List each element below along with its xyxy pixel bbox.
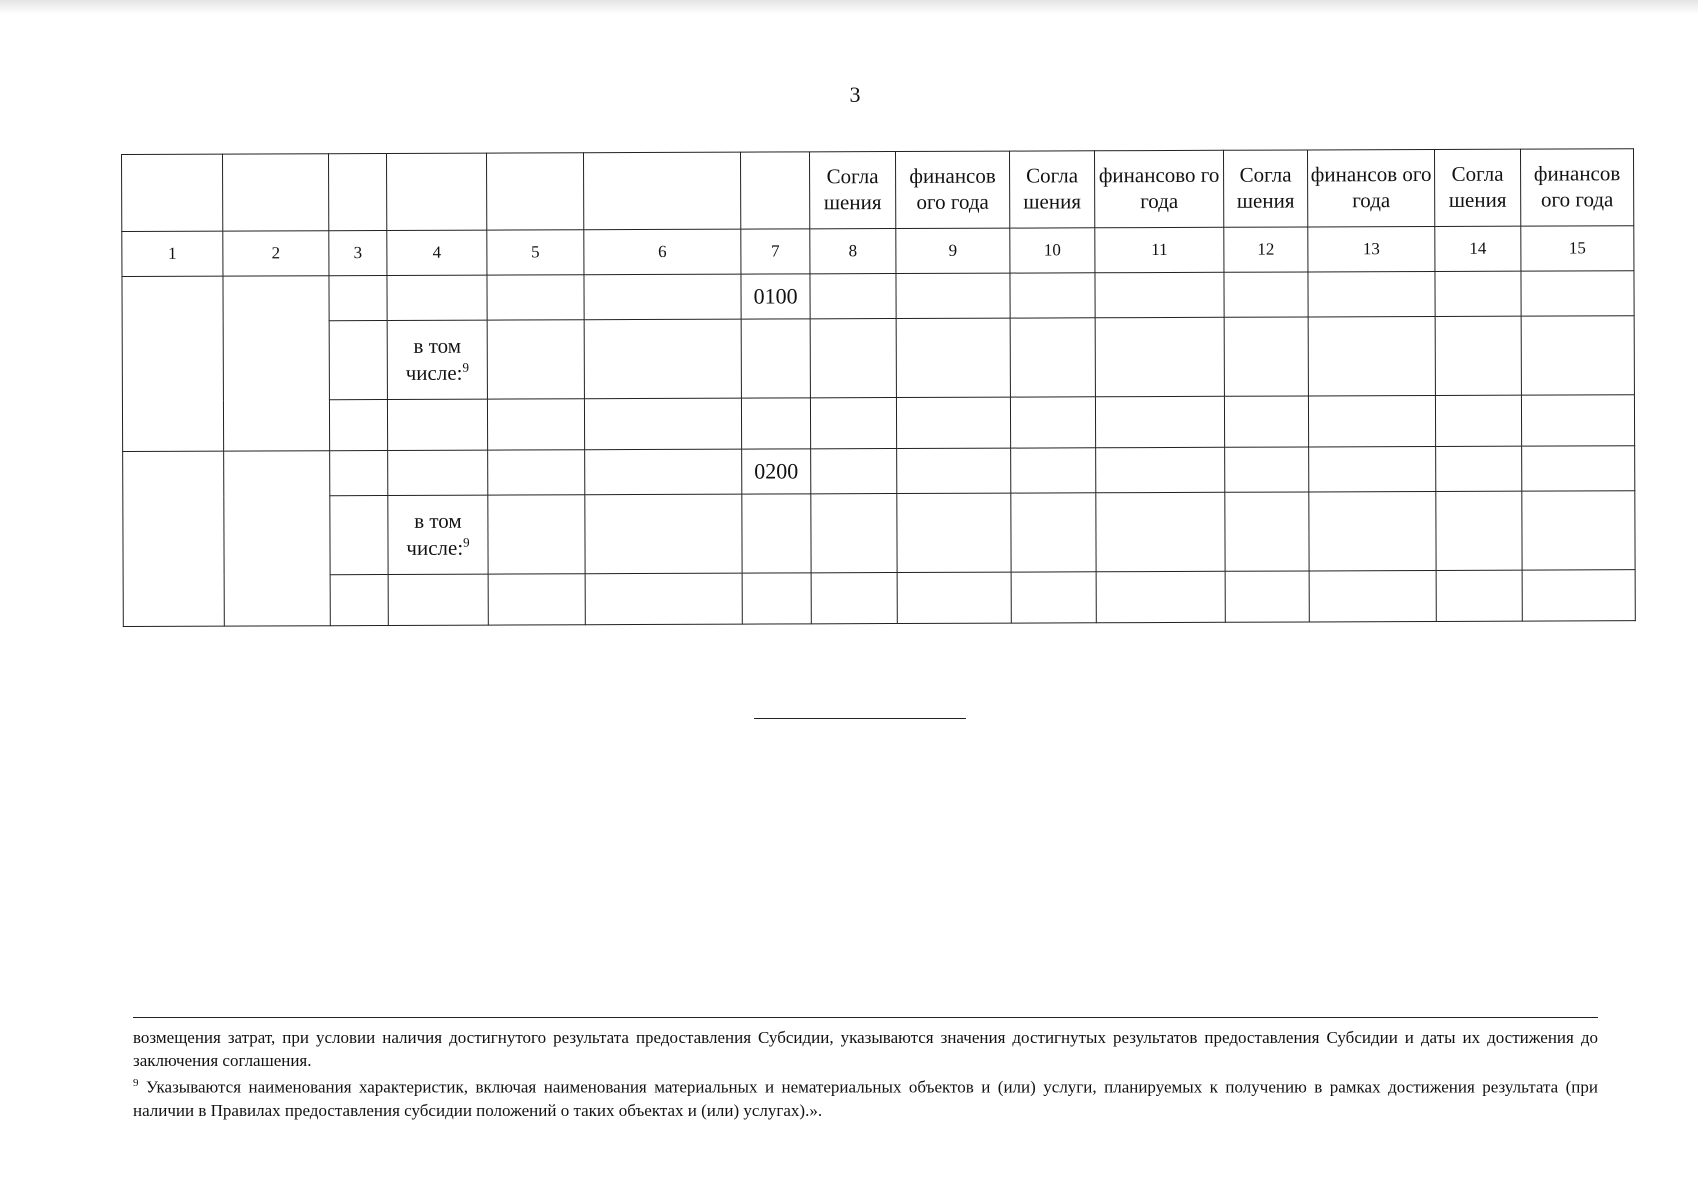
table-cell (330, 450, 388, 495)
table-cell (387, 275, 487, 320)
table-cell (896, 273, 1010, 318)
table-cell (1308, 316, 1435, 395)
including-label-cell (387, 320, 487, 399)
table-cell (329, 275, 387, 320)
table-cell (810, 274, 896, 319)
table-cell (329, 399, 387, 450)
header-cell (122, 154, 223, 231)
table-cell (896, 318, 1010, 397)
signature-line (754, 718, 966, 719)
table-row (122, 316, 1634, 401)
footnote-9-mark: 9 (133, 1077, 139, 1089)
column-number: 12 (1224, 227, 1308, 272)
footnote-ref: 9 (463, 534, 470, 550)
table-cell (1436, 491, 1522, 570)
including-label-cell (388, 495, 488, 574)
table-cell (1521, 395, 1634, 446)
header-cell: Согла шения (809, 152, 895, 229)
table-row (122, 395, 1634, 452)
table-row (123, 570, 1635, 627)
table-cell (810, 319, 896, 398)
including-label: в том числе: (406, 508, 464, 560)
header-cell (223, 154, 329, 231)
table-cell (487, 320, 584, 399)
including-label: в том числе: (405, 333, 463, 385)
table-row (123, 491, 1635, 576)
header-cell: финансов ого года (1520, 149, 1633, 226)
column-number-row (122, 226, 1634, 277)
column-number: 3 (329, 230, 387, 275)
table-cell (1309, 570, 1436, 621)
table-cell (810, 398, 896, 449)
table-cell (1309, 446, 1436, 491)
table-cell (223, 276, 330, 451)
table-cell (584, 319, 741, 399)
header-cell (329, 153, 387, 230)
footnote-continuation: возмещения затрат, при условии наличия достигнутого результата предоставления Субсидии, указываются значения достигнутых результатов предоставления Субсидии и даты их достижения до заключения соглашения. (133, 1028, 1598, 1070)
table-cell (487, 275, 584, 320)
table-cell (1522, 446, 1635, 491)
table-cell (811, 449, 897, 494)
table-cell (585, 449, 742, 495)
column-number: 15 (1521, 226, 1634, 271)
header-cell (386, 153, 486, 230)
table-cell (741, 319, 810, 398)
table-cell (1435, 316, 1521, 395)
column-number: 10 (1010, 228, 1095, 273)
table-cell (1521, 316, 1634, 395)
table-cell (488, 574, 585, 625)
table-cell (742, 494, 811, 573)
table-cell (488, 450, 585, 495)
table-cell (897, 493, 1011, 572)
table-cell (329, 320, 387, 399)
table-cell (585, 573, 742, 625)
table-cell (1308, 395, 1435, 446)
table-cell (1096, 447, 1225, 492)
table-cell (1436, 570, 1522, 621)
footnote-separator (133, 1017, 1598, 1018)
scan-edge (0, 0, 1698, 14)
table-cell (585, 494, 742, 574)
table-cell (1096, 492, 1225, 571)
table-cell (224, 451, 331, 626)
table-cell (1011, 448, 1096, 493)
column-number: 8 (810, 229, 896, 274)
table-cell (1522, 491, 1635, 570)
table-cell (1010, 397, 1095, 448)
table-cell (1521, 271, 1634, 316)
column-number: 9 (896, 228, 1010, 273)
footnote-9 (133, 1072, 1598, 1122)
table-cell (1095, 317, 1224, 396)
header-cell: финансов ого года (895, 151, 1009, 228)
table-cell (1096, 571, 1225, 622)
table-cell (1225, 571, 1309, 622)
footnote-ref: 9 (462, 359, 469, 375)
column-number: 2 (223, 231, 329, 276)
table-cell (811, 494, 897, 573)
header-cell: финансово го года (1094, 150, 1223, 227)
page-number: 3 (849, 82, 861, 107)
table-cell (1224, 272, 1308, 317)
table-cell (742, 573, 811, 624)
column-number: 14 (1435, 226, 1521, 271)
column-number: 6 (584, 229, 741, 275)
table-cell (897, 448, 1011, 493)
row-code: 0100 (741, 274, 810, 319)
header-cell (583, 152, 740, 230)
table-cell (1095, 272, 1224, 317)
table-cell (584, 274, 741, 320)
table-cell (388, 574, 488, 625)
column-number: 7 (741, 229, 810, 274)
table-cell (1436, 446, 1522, 491)
column-number: 4 (387, 230, 487, 275)
table-cell (1435, 395, 1521, 446)
column-number: 5 (487, 230, 584, 275)
table-cell (1225, 447, 1309, 492)
header-cell (740, 152, 809, 229)
table-cell (811, 573, 897, 624)
header-cell (486, 153, 583, 230)
table-cell (1010, 318, 1095, 397)
header-cell: Согла шения (1434, 149, 1520, 226)
table-cell (123, 451, 225, 626)
column-number: 1 (122, 231, 223, 276)
table-cell (1225, 492, 1309, 571)
table-cell (1095, 396, 1224, 447)
table-cell (897, 572, 1011, 623)
footnote-9-text: Указываются наименования характеристик, включая наименования материальных и нематериальных объектов и (или) услуги, планируемых к получению в рамках достижения результата (при наличии в Правилах предоставления субсидии положений о таких объектах и (или) услугах).». (133, 1077, 1598, 1120)
column-number: 13 (1308, 226, 1435, 271)
table-cell (122, 276, 224, 451)
table-cell (584, 398, 741, 450)
table-cell (1224, 317, 1308, 396)
column-number: 11 (1095, 227, 1224, 272)
table-cell (741, 398, 810, 449)
results-table (121, 148, 1636, 627)
header-cell: Согла шения (1009, 151, 1094, 228)
table-cell (1308, 271, 1435, 316)
table-row (122, 271, 1634, 322)
table-cell (387, 399, 487, 450)
table-cell (487, 399, 584, 450)
header-row (122, 149, 1634, 232)
table-cell (1010, 273, 1095, 318)
header-cell: финансов ого года (1307, 149, 1434, 226)
row-code: 0200 (742, 449, 811, 494)
table-cell (1224, 396, 1308, 447)
footnotes (133, 1026, 1598, 1122)
table-cell (1522, 570, 1635, 621)
table-cell (1435, 271, 1521, 316)
table-cell (1011, 572, 1096, 623)
table-cell (1011, 493, 1096, 572)
header-cell: Согла шения (1223, 150, 1307, 227)
table-row (123, 446, 1635, 497)
table-cell (330, 574, 388, 625)
table-cell (488, 495, 585, 574)
table-cell (1309, 491, 1436, 570)
table-cell (330, 495, 388, 574)
table-cell (388, 450, 488, 495)
table-cell (896, 397, 1010, 448)
